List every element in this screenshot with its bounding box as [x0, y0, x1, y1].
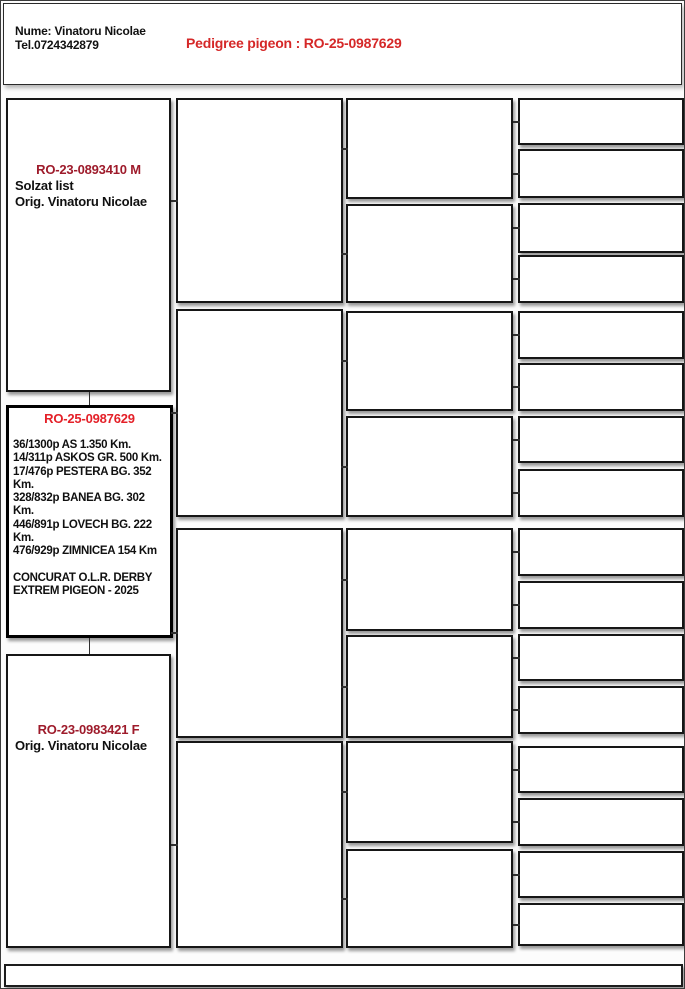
connector-subject-dam	[89, 638, 90, 654]
subject-note-line1: CONCURAT O.L.R. DERBY	[13, 571, 153, 584]
ancestor-box-g3-7	[346, 741, 513, 843]
connector-sire-subject	[89, 392, 90, 405]
ancestor-box-g3-1	[346, 98, 513, 199]
sire-text	[8, 100, 169, 210]
ancestor-box-g4-14	[518, 798, 684, 846]
ancestor-box-g4-11	[518, 634, 684, 681]
result-line: 14/311p ASKOS GR. 500 Km.	[13, 452, 162, 465]
dam-ring: RO-23-0983421 F	[37, 722, 140, 737]
dam-info-line1: Orig. Vinatoru Nicolae	[15, 738, 147, 753]
ancestor-box-g4-5	[518, 311, 684, 359]
subject-note-line2: EXTREM PIGEON - 2025	[13, 584, 139, 597]
dam-box	[6, 654, 171, 948]
ancestor-box-g3-4	[346, 416, 513, 517]
ancestor-box-g4-1	[518, 98, 684, 145]
ancestor-box-g4-12	[518, 686, 684, 734]
ancestor-box-g4-2	[518, 149, 684, 198]
ancestor-box-g4-8	[518, 469, 684, 517]
ancestor-box-g3-3	[346, 311, 513, 411]
sire-ring: RO-23-0893410 M	[36, 162, 141, 177]
ancestor-box-g4-4	[518, 255, 684, 303]
ancestor-box-g2-4	[176, 741, 343, 948]
ancestor-box-g2-2	[176, 309, 343, 517]
sire-info	[8, 178, 169, 210]
sire-box	[6, 98, 171, 392]
result-line: 328/832p BANEA BG. 302 Km.	[13, 492, 145, 518]
subject-results	[9, 439, 170, 559]
ancestor-box-g4-10	[518, 581, 684, 629]
ancestor-box-g4-7	[518, 416, 684, 463]
owner-phone: Tel.0724342879	[15, 38, 99, 52]
ancestor-box-g2-1	[176, 98, 343, 303]
dam-text	[8, 656, 169, 754]
owner-block	[15, 24, 146, 52]
ancestor-box-g2-3	[176, 528, 343, 738]
ancestor-box-g3-5	[346, 528, 513, 631]
result-line: 36/1300p AS 1.350 Km.	[13, 439, 131, 451]
ancestor-box-g4-6	[518, 363, 684, 411]
footer-box	[4, 964, 683, 987]
subject-note	[9, 572, 170, 599]
ancestor-box-g4-16	[518, 903, 684, 946]
ancestor-box-g3-2	[346, 204, 513, 303]
ancestor-box-g4-15	[518, 851, 684, 898]
sire-info-line2: Orig. Vinatoru Nicolae	[15, 194, 147, 209]
owner-name: Nume: Vinatoru Nicolae	[15, 24, 146, 38]
dam-info	[8, 738, 169, 754]
ancestor-box-g4-13	[518, 746, 684, 793]
subject-text	[9, 408, 170, 598]
result-line: 476/929p ZIMNICEA 154 Km	[13, 545, 157, 558]
sire-info-line1: Solzat list	[15, 178, 74, 193]
result-line: 446/891p LOVECH BG. 222 Km.	[13, 518, 152, 545]
ancestor-box-g3-8	[346, 849, 513, 948]
result-line: 17/476p PESTERA BG. 352 Km.	[13, 465, 152, 491]
ancestor-box-g3-6	[346, 635, 513, 738]
ancestor-box-g4-9	[518, 528, 684, 576]
subject-box	[6, 405, 173, 638]
ancestor-box-g4-3	[518, 203, 684, 253]
header	[3, 3, 682, 85]
subject-ring: RO-25-0987629	[44, 411, 135, 426]
page-title: Pedigree pigeon : RO-25-0987629	[186, 35, 402, 51]
